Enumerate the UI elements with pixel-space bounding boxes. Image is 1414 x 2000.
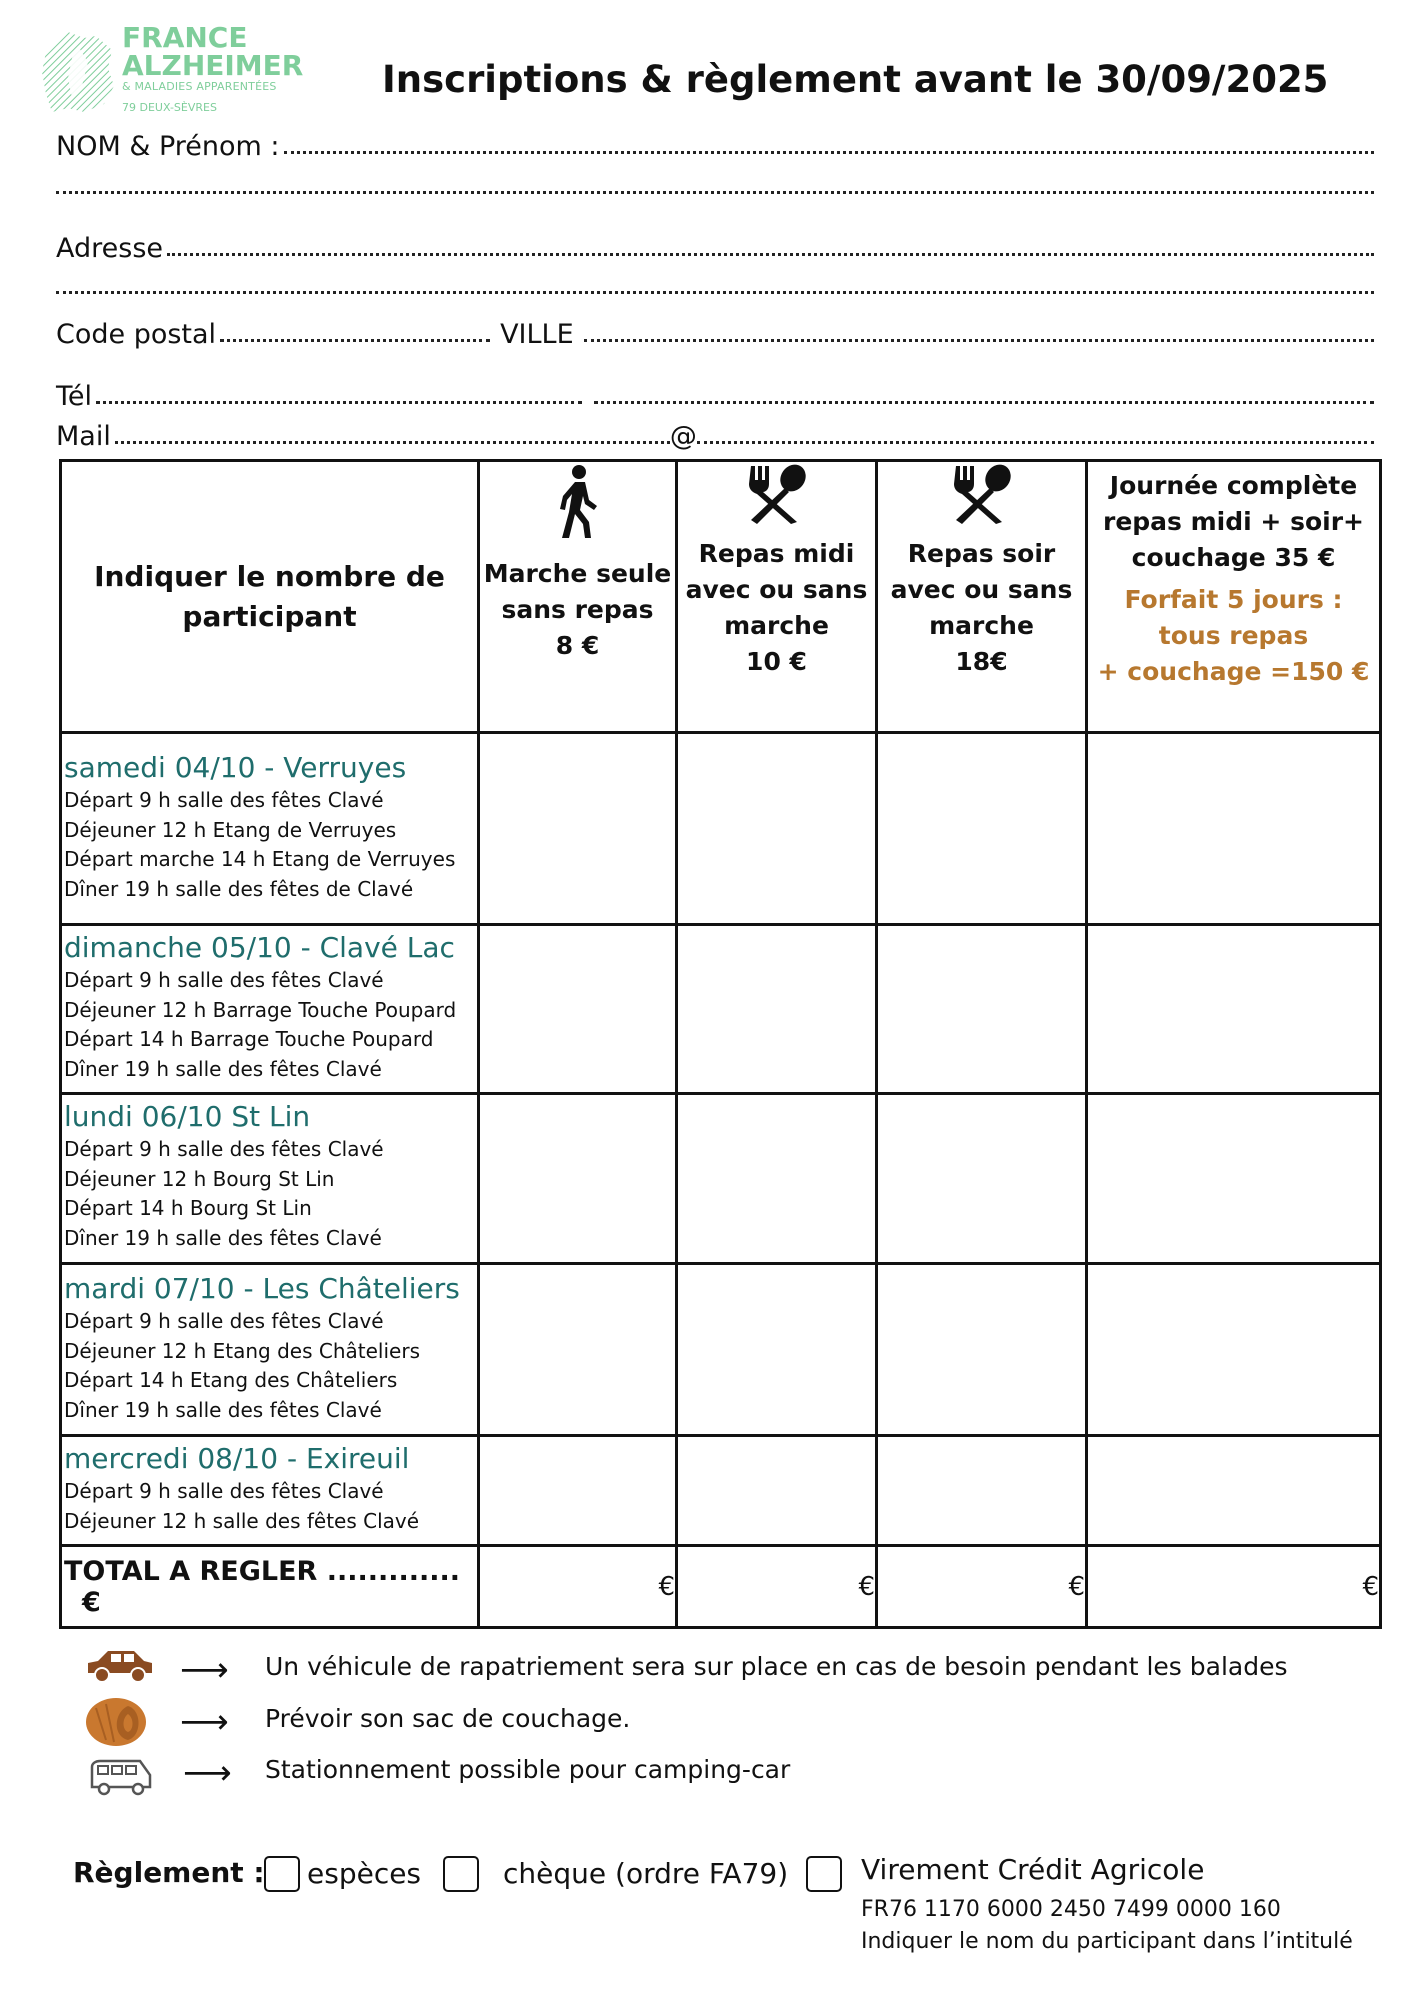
col-walk-l1: Marche seule [483, 559, 672, 588]
count-cell-dinner[interactable] [877, 1436, 1087, 1546]
table-header-row [61, 461, 1381, 733]
phone-field[interactable] [56, 372, 1374, 412]
total-label: TOTAL A REGLER ............. [64, 1555, 461, 1587]
total-euro: € [82, 1586, 101, 1618]
day-title: samedi 04/10 - Verruyes [64, 751, 407, 784]
mail-field[interactable] [56, 412, 1374, 452]
day-line: Déjeuner 12 h Barrage Touche Poupard [64, 997, 457, 1022]
total-label-cell [61, 1546, 479, 1628]
cheque-label: chèque (ordre FA79) [503, 1857, 789, 1890]
header-col-fullday [1087, 461, 1381, 733]
total-cell-lunch[interactable] [677, 1546, 877, 1628]
walking-person-icon [555, 464, 601, 540]
count-cell-walk[interactable] [479, 1094, 677, 1264]
logo-line1: FRANCE [122, 21, 248, 54]
mail-dots-2[interactable] [697, 441, 1374, 444]
day-line: Déjeuner 12 h Bourg St Lin [64, 1166, 335, 1191]
fork-spoon-icon [745, 464, 809, 524]
col-lunch-l3: marche [724, 611, 829, 640]
day-line: Départ 14 h Bourg St Lin [64, 1196, 312, 1220]
transfer-checkbox[interactable] [806, 1856, 842, 1892]
logo [38, 21, 308, 124]
total-cell-dinner[interactable] [877, 1546, 1087, 1628]
euro-sign: € [1362, 1571, 1379, 1602]
col-dinner-l3: marche [929, 611, 1034, 640]
table-row [61, 1094, 1381, 1264]
header-left: Indiquer le nombre de participant [61, 461, 479, 733]
col-dinner-price: 18€ [955, 647, 1008, 676]
count-cell-dinner[interactable] [877, 733, 1087, 925]
note-arrow: ⟶ [180, 1650, 229, 1690]
day-line: Déjeuner 12 h Etang des Châteliers [64, 1338, 420, 1363]
postal-city-field[interactable] [56, 310, 1374, 350]
logo-line3: & MALADIES APPARENTÉES [122, 80, 277, 93]
day-line: Départ 14 h Barrage Touche Poupard [64, 1027, 434, 1051]
address-field[interactable] [56, 224, 1374, 264]
total-row [61, 1546, 1381, 1628]
col-full-o2: tous repas [1158, 621, 1309, 650]
postal-dots[interactable] [220, 339, 490, 342]
total-cell-walk[interactable] [479, 1546, 677, 1628]
name-field-line2[interactable] [56, 162, 1374, 202]
note-arrow: ⟶ [183, 1753, 232, 1793]
iban: FR76 1170 6000 2450 7499 0000 160 [861, 1897, 1281, 1922]
logo-line2: ALZHEIMER [122, 49, 304, 82]
day-line: Départ 14 h Etang des Châteliers [64, 1368, 398, 1392]
table-row [61, 1264, 1381, 1436]
car-icon [84, 1645, 156, 1685]
day-line: Déjeuner 12 h Etang de Verruyes [64, 817, 397, 842]
count-cell-fullday[interactable] [1087, 925, 1381, 1094]
total-cell-fullday[interactable] [1087, 1546, 1381, 1628]
name-field[interactable] [56, 122, 1374, 162]
iban-note: Indiquer le nom du participant dans l’intitulé [861, 1929, 1353, 1954]
day-cell [61, 925, 479, 1094]
count-cell-dinner[interactable] [877, 1094, 1087, 1264]
col-full-l1: Journée complète [1109, 471, 1358, 500]
address-field-line2[interactable] [56, 262, 1374, 302]
count-cell-lunch[interactable] [677, 1264, 877, 1436]
header-col-walk [479, 461, 677, 733]
day-cell [61, 733, 479, 925]
count-cell-lunch[interactable] [677, 1436, 877, 1546]
count-cell-dinner[interactable] [877, 1264, 1087, 1436]
day-title: mercredi 08/10 - Exireuil [64, 1442, 410, 1475]
france-map-icon [38, 28, 118, 118]
day-line: Départ 9 h salle des fêtes Clavé [64, 1309, 384, 1333]
payment-label [73, 1856, 265, 1889]
count-cell-walk[interactable] [479, 733, 677, 925]
day-line: Déjeuner 12 h salle des fêtes Clavé [64, 1508, 420, 1533]
payment-label-text: Règlement : [73, 1856, 265, 1889]
address-label: Adresse [56, 233, 163, 264]
count-cell-walk[interactable] [479, 925, 677, 1094]
table-row [61, 733, 1381, 925]
table-row [61, 1436, 1381, 1546]
table-row [61, 925, 1381, 1094]
day-title: dimanche 05/10 - Clavé Lac [64, 931, 455, 964]
col-walk-l2: sans repas [501, 595, 654, 624]
euro-sign: € [858, 1571, 875, 1602]
phone-label: Tél [56, 381, 93, 412]
col-lunch-price: 10 € [746, 647, 807, 676]
col-full-o1: Forfait 5 jours : [1124, 585, 1343, 614]
col-full-l2: repas midi + soir+ [1103, 507, 1364, 536]
count-cell-walk[interactable] [479, 1436, 677, 1546]
count-cell-dinner[interactable] [877, 925, 1087, 1094]
col-dinner-l1: Repas soir [907, 539, 1056, 568]
count-cell-fullday[interactable] [1087, 1094, 1381, 1264]
day-line: Dîner 19 h salle des fêtes Clavé [64, 1225, 382, 1250]
count-cell-walk[interactable] [479, 1264, 677, 1436]
day-cell [61, 1094, 479, 1264]
day-cell [61, 1436, 479, 1546]
mail-at: @ [669, 421, 697, 452]
note-text: Un véhicule de rapatriement sera sur place en cas de besoin pendant les balades [265, 1652, 1288, 1681]
day-line: Dîner 19 h salle des fêtes de Clavé [64, 876, 414, 901]
fork-spoon-icon [950, 464, 1014, 524]
logo-line4: 79 DEUX-SÈVRES [122, 101, 217, 114]
day-cell [61, 1264, 479, 1436]
cash-label: espèces [307, 1857, 422, 1890]
day-line: Départ 9 h salle des fêtes Clavé [64, 1137, 384, 1161]
day-line: Dîner 19 h salle des fêtes Clavé [64, 1397, 382, 1422]
address-dots[interactable] [167, 253, 1374, 256]
col-lunch-l2: avec ou sans [685, 575, 868, 604]
euro-sign: € [658, 1571, 675, 1602]
registration-table [59, 459, 1382, 1629]
name-dots[interactable] [284, 151, 1374, 154]
col-walk-price: 8 € [555, 631, 600, 660]
header-col-lunch [677, 461, 877, 733]
count-cell-fullday[interactable] [1087, 1264, 1381, 1436]
day-title: lundi 06/10 St Lin [64, 1100, 311, 1133]
note-text: Stationnement possible pour camping-car [265, 1755, 791, 1784]
transfer-label: Virement Crédit Agricole [861, 1853, 1205, 1886]
camping-car-icon [88, 1757, 154, 1797]
col-full-o3: + couchage =150 € [1097, 657, 1370, 686]
address-dots-2[interactable] [56, 291, 1374, 294]
page-title: Inscriptions & règlement avant le 30/09/2025 [382, 58, 1329, 101]
iban-block [861, 1894, 1353, 1958]
postal-label: Code postal [56, 319, 217, 350]
mail-dots[interactable] [115, 441, 670, 444]
note-text: Prévoir son sac de couchage. [265, 1704, 631, 1733]
col-full-l3: couchage 35 € [1131, 543, 1336, 572]
euro-sign: € [1068, 1571, 1085, 1602]
count-cell-lunch[interactable] [677, 925, 877, 1094]
count-cell-fullday[interactable] [1087, 1436, 1381, 1546]
note-arrow: ⟶ [180, 1702, 229, 1742]
city-label: VILLE [500, 319, 574, 350]
phone-dots[interactable] [96, 401, 582, 404]
col-dinner-l2: avec ou sans [890, 575, 1073, 604]
mail-label: Mail [56, 421, 111, 452]
day-line: Dîner 19 h salle des fêtes Clavé [64, 1056, 382, 1081]
day-line: Départ 9 h salle des fêtes Clavé [64, 788, 384, 812]
sleeping-bag-icon [84, 1696, 148, 1748]
count-cell-fullday[interactable] [1087, 733, 1381, 925]
cheque-checkbox[interactable] [443, 1856, 479, 1892]
header-col-dinner [877, 461, 1087, 733]
col-lunch-l1: Repas midi [698, 539, 855, 568]
cash-checkbox[interactable] [264, 1856, 300, 1892]
count-cell-lunch[interactable] [677, 1094, 877, 1264]
city-dots[interactable] [584, 339, 1374, 342]
day-line: Départ 9 h salle des fêtes Clavé [64, 968, 384, 992]
count-cell-lunch[interactable] [677, 733, 877, 925]
day-title: mardi 07/10 - Les Châteliers [64, 1272, 460, 1305]
phone-dots-2[interactable] [594, 401, 1374, 404]
day-line: Départ 9 h salle des fêtes Clavé [64, 1479, 384, 1503]
day-line: Départ marche 14 h Etang de Verruyes [64, 847, 456, 871]
name-dots-2[interactable] [56, 191, 1374, 194]
name-label: NOM & Prénom : [56, 131, 280, 162]
